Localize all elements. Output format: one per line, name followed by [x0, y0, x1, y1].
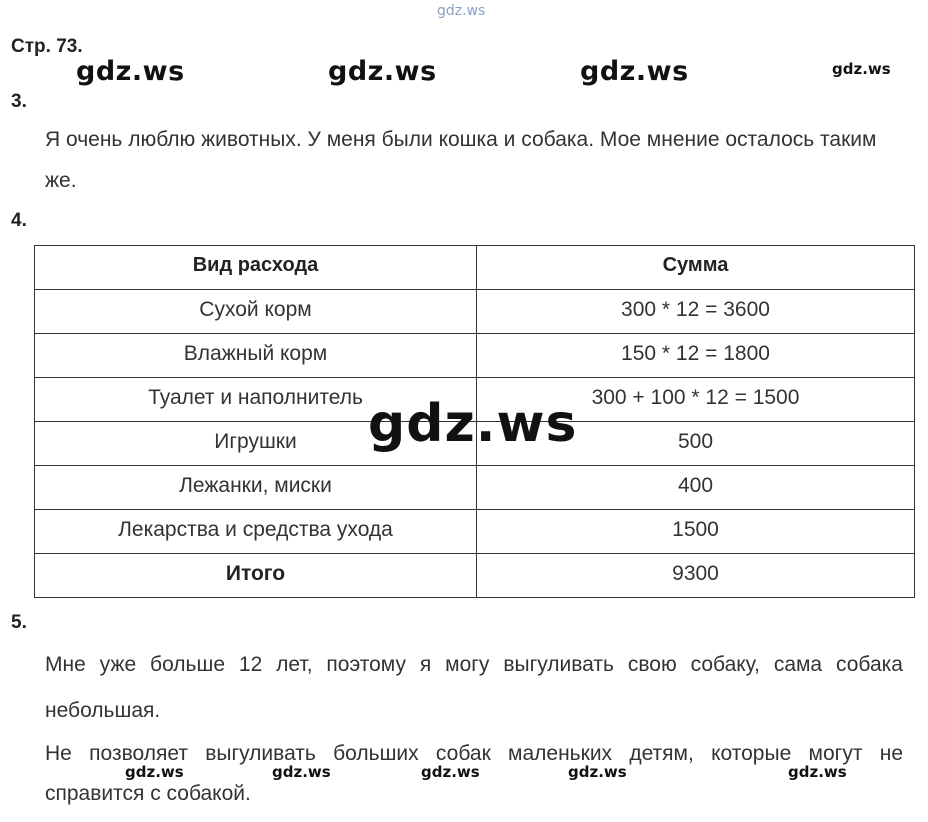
watermark-center: gdz.ws [368, 394, 578, 454]
task-5-paragraph-1: Мне уже больше 12 лет, поэтому я могу выгуливать свою собаку, сама собака небольшая. [45, 653, 903, 722]
task-4-number: 4. [11, 210, 27, 231]
table-total-row [35, 554, 915, 598]
watermark-1: gdz.ws [76, 56, 185, 87]
amount-cell: 300 * 12 = 3600 [477, 290, 915, 334]
watermark-right: gdz.ws [832, 60, 891, 78]
expense-type-cell: Лекарства и средства ухода [35, 510, 477, 554]
expense-type-cell: Сухой корм [35, 290, 477, 334]
table-row [35, 334, 915, 378]
amount-cell: 1500 [477, 510, 915, 554]
amount-cell: 400 [477, 466, 915, 510]
table-header-row [35, 246, 915, 290]
total-value-cell: 9300 [477, 554, 915, 598]
amount-cell: 150 * 12 = 1800 [477, 334, 915, 378]
expense-type-cell: Влажный корм [35, 334, 477, 378]
header-expense-type: Вид расхода [35, 246, 477, 290]
watermark-top: gdz.ws [437, 3, 486, 19]
task-3-number: 3. [11, 91, 27, 112]
header-amount: Сумма [477, 246, 915, 290]
watermark-bottom-4: gdz.ws [568, 763, 627, 781]
expense-type-cell: Лежанки, миски [35, 466, 477, 510]
table-row [35, 510, 915, 554]
watermark-2: gdz.ws [328, 56, 437, 87]
task-5-paragraph-2: Не позволяет выгуливать больших собак маленьких детям, которые могут не справится с собакой. [45, 742, 903, 805]
table-row [35, 290, 915, 334]
expense-type-cell: Игрушки [35, 422, 477, 466]
amount-cell: 300 + 100 * 12 = 1500 [477, 378, 915, 422]
total-label-cell: Итого [35, 554, 477, 598]
watermark-bottom-2: gdz.ws [272, 763, 331, 781]
watermark-3: gdz.ws [580, 56, 689, 87]
watermark-bottom-5: gdz.ws [788, 763, 847, 781]
task-5-number: 5. [11, 612, 27, 633]
amount-cell: 500 [477, 422, 915, 466]
expense-type-cell: Туалет и наполнитель [35, 378, 477, 422]
table-row [35, 466, 915, 510]
task-3-text: Я очень люблю животных. У меня были кошка и собака. Мое мнение осталось таким же. [45, 128, 877, 192]
page-label: Стр. 73. [11, 36, 83, 57]
watermark-bottom-1: gdz.ws [125, 763, 184, 781]
watermark-bottom-3: gdz.ws [421, 763, 480, 781]
